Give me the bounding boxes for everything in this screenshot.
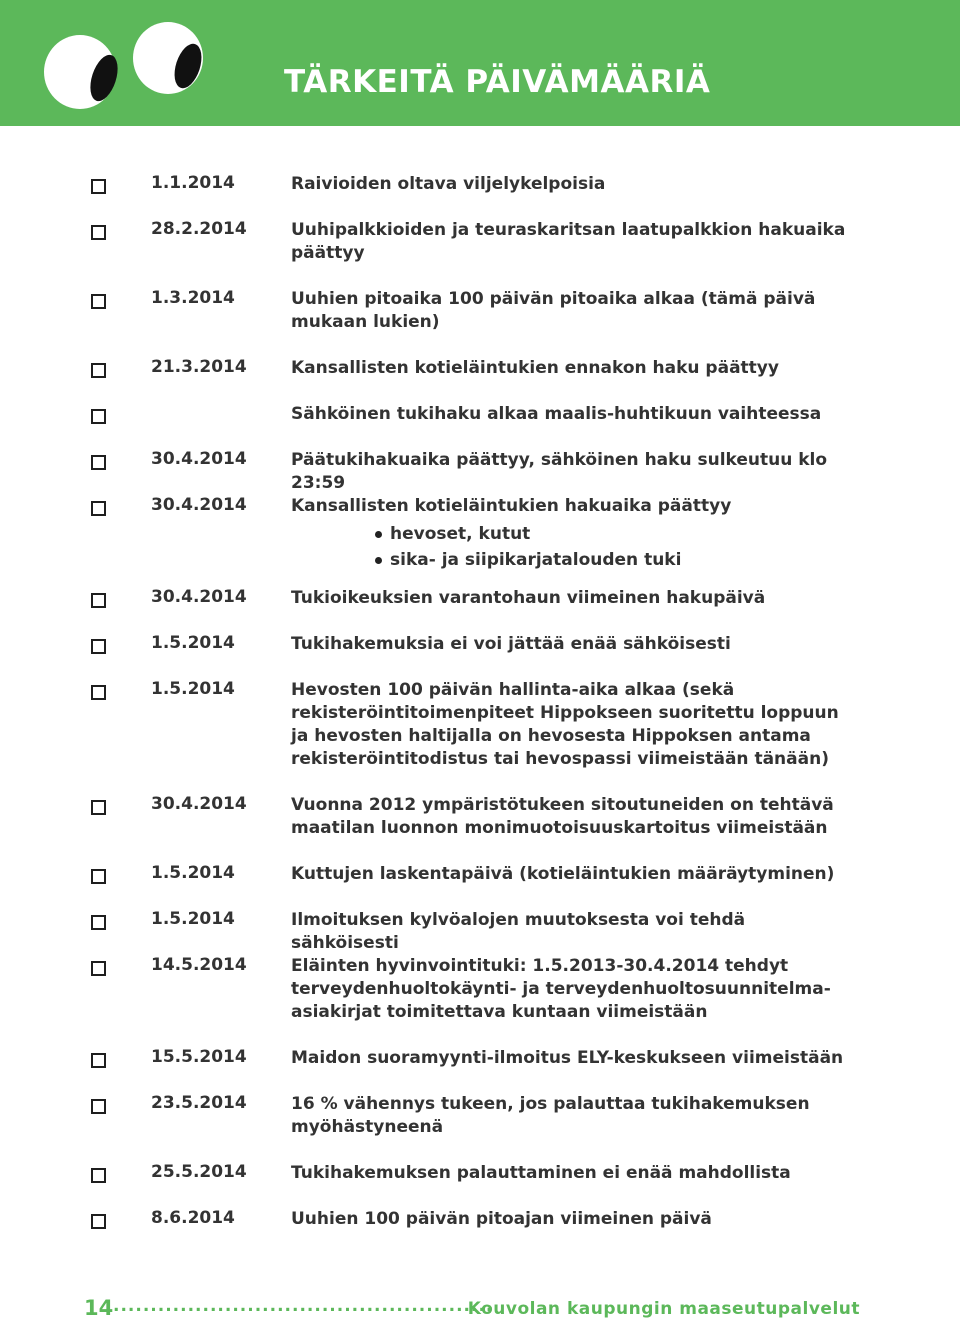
date-item <box>0 1091 960 1160</box>
item-date: 14.5.2014 <box>151 955 247 975</box>
date-item <box>0 631 960 677</box>
item-description-text: Hevosten 100 päivän hallinta-aika alkaa (sekä rekisteröintitoimenpiteet Hippokseen suoritettu loppuun ja hevosten haltijalla on hevosesta Hippoksen antama rekisteröintitodistus tai hevospassi viimeistään tänään) <box>291 680 839 769</box>
item-description <box>291 1047 851 1070</box>
page-footer <box>0 1296 960 1326</box>
item-description <box>291 1093 851 1139</box>
date-item <box>0 1160 960 1206</box>
checkbox[interactable] <box>91 685 106 700</box>
checkbox[interactable] <box>91 1214 106 1229</box>
date-item <box>0 953 960 1045</box>
item-date: 25.5.2014 <box>151 1162 247 1182</box>
item-date: 8.6.2014 <box>151 1208 235 1228</box>
date-item <box>0 1206 960 1252</box>
item-description <box>291 357 851 380</box>
item-description-text: Tukihakemuksen palauttaminen ei enää mahdollista <box>291 1163 791 1183</box>
checkbox[interactable] <box>91 225 106 240</box>
footer-dot-leader: ................................................... <box>113 1296 494 1316</box>
checkbox[interactable] <box>91 409 106 424</box>
item-description <box>291 173 851 196</box>
checkbox[interactable] <box>91 869 106 884</box>
item-description <box>291 403 851 426</box>
item-date: 30.4.2014 <box>151 587 247 607</box>
date-item <box>0 355 960 401</box>
item-description-text: Tukihakemuksia ei voi jättää enää sähköisesti <box>291 634 731 654</box>
item-description <box>291 219 851 265</box>
date-item <box>0 585 960 631</box>
item-description <box>291 909 851 955</box>
checkbox[interactable] <box>91 179 106 194</box>
item-date: 23.5.2014 <box>151 1093 247 1113</box>
item-description-text: Sähköinen tukihaku alkaa maalis-huhtikuun vaihteessa <box>291 404 822 424</box>
item-description <box>291 495 851 573</box>
item-date: 1.1.2014 <box>151 173 235 193</box>
date-item <box>0 1045 960 1091</box>
checkbox[interactable] <box>91 501 106 516</box>
item-description-text: Vuonna 2012 ympäristötukeen sitoutuneiden on tehtävä maatilan luonnon monimuotoisuuskartoitus viimeistään <box>291 795 834 838</box>
checkbox[interactable] <box>91 915 106 930</box>
item-date: 1.5.2014 <box>151 633 235 653</box>
footer-publisher: Kouvolan kaupungin maaseutupalvelut <box>467 1299 860 1319</box>
googly-eyes-icon <box>36 14 216 114</box>
checkbox[interactable] <box>91 455 106 470</box>
item-date: 1.3.2014 <box>151 288 235 308</box>
item-description <box>291 955 851 1024</box>
item-description-text: Maidon suoramyynti-ilmoitus ELY-keskukseen viimeistään <box>291 1048 844 1068</box>
item-description <box>291 794 851 840</box>
checkbox[interactable] <box>91 593 106 608</box>
date-item <box>0 217 960 286</box>
item-date: 15.5.2014 <box>151 1047 247 1067</box>
important-dates-list <box>0 171 960 1252</box>
item-date: 21.3.2014 <box>151 357 247 377</box>
date-item <box>0 171 960 217</box>
date-item <box>0 447 960 493</box>
item-description <box>291 633 851 656</box>
page-title: TÄRKEITÄ PÄIVÄMÄÄRIÄ <box>284 64 711 100</box>
item-description <box>291 587 851 610</box>
date-item <box>0 861 960 907</box>
item-description <box>291 449 851 495</box>
date-item <box>0 907 960 953</box>
checkbox[interactable] <box>91 294 106 309</box>
item-description-text: Kansallisten kotieläintukien hakuaika päättyy <box>291 496 732 516</box>
item-description-text: Raivioiden oltava viljelykelpoisia <box>291 174 606 194</box>
date-item <box>0 792 960 861</box>
item-description <box>291 1162 851 1185</box>
date-item <box>0 401 960 447</box>
bullet-item: sika- ja siipikarjatalouden tuki <box>291 547 851 573</box>
item-description-text: Kuttujen laskentapäivä (kotieläintukien määräytyminen) <box>291 864 835 884</box>
item-description-text: 16 % vähennys tukeen, jos palauttaa tukihakemuksen myöhästyneenä <box>291 1094 810 1137</box>
checkbox[interactable] <box>91 1099 106 1114</box>
item-description <box>291 288 851 334</box>
date-item <box>0 493 960 585</box>
checkbox[interactable] <box>91 961 106 976</box>
item-date: 28.2.2014 <box>151 219 247 239</box>
date-item <box>0 286 960 355</box>
item-description-text: Tukioikeuksien varantohaun viimeinen hakupäivä <box>291 588 766 608</box>
page-number: 14 <box>84 1296 114 1320</box>
item-date: 30.4.2014 <box>151 794 247 814</box>
item-description-text: Uuhien pitoaika 100 päivän pitoaika alkaa (tämä päivä mukaan lukien) <box>291 289 816 332</box>
item-description-text: Päätukihakuaika päättyy, sähköinen haku sulkeutuu klo 23:59 <box>291 450 828 493</box>
checkbox[interactable] <box>91 1053 106 1068</box>
item-description <box>291 863 851 886</box>
checkbox[interactable] <box>91 1168 106 1183</box>
item-date: 1.5.2014 <box>151 679 235 699</box>
item-description-text: Uuhien 100 päivän pitoajan viimeinen päivä <box>291 1209 712 1229</box>
header-banner <box>0 0 960 126</box>
bullet-list <box>291 521 851 573</box>
checkbox[interactable] <box>91 363 106 378</box>
item-date: 1.5.2014 <box>151 909 235 929</box>
item-description-text: Kansallisten kotieläintukien ennakon haku päättyy <box>291 358 779 378</box>
item-date: 1.5.2014 <box>151 863 235 883</box>
date-item <box>0 677 960 792</box>
item-description-text: Eläinten hyvinvointituki: 1.5.2013-30.4.2014 tehdyt terveydenhuoltokäynti- ja terveydenhuoltosuunnitelma-asiakirjat toimitettava kuntaan viimeistään <box>291 956 831 1022</box>
bullet-item: hevoset, kutut <box>291 521 851 547</box>
item-description-text: Ilmoituksen kylvöalojen muutoksesta voi tehdä sähköisesti <box>291 910 746 953</box>
item-description <box>291 679 851 771</box>
checkbox[interactable] <box>91 800 106 815</box>
item-description-text: Uuhipalkkioiden ja teuraskaritsan laatupalkkion hakuaika päättyy <box>291 220 846 263</box>
item-date: 30.4.2014 <box>151 495 247 515</box>
item-description <box>291 1208 851 1231</box>
checkbox[interactable] <box>91 639 106 654</box>
item-date: 30.4.2014 <box>151 449 247 469</box>
